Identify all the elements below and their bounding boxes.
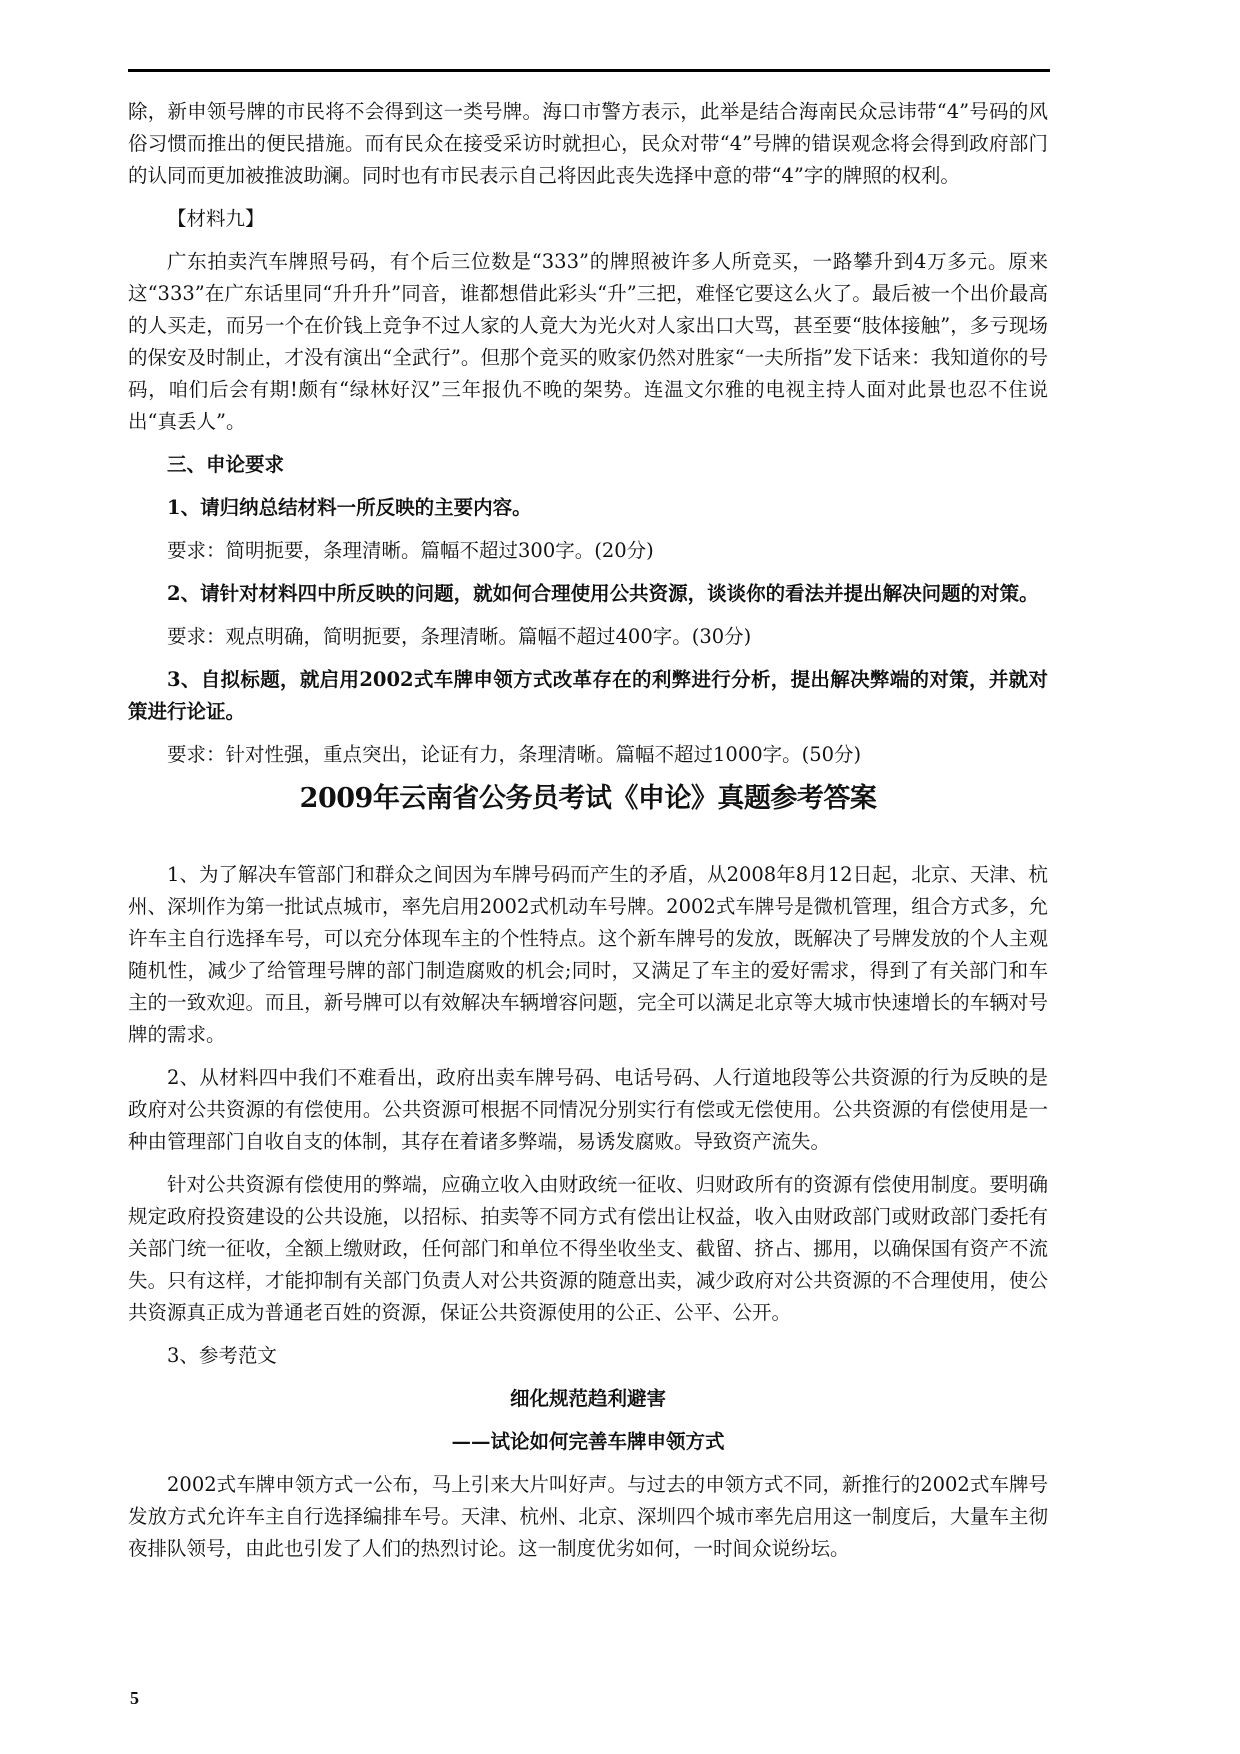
requirement-2: 要求：观点明确，简明扼要，条理清晰。篇幅不超过400字。(30分) [167, 625, 752, 648]
answer-title: 2009年云南省公务员考试《申论》真题参考答案 [299, 783, 877, 814]
material9-body: 广东拍卖汽车牌照号码，有个后三位数是“333”的牌照被许多人所竞买，一路攀升到4万多元。原来这“333”在广东话里同“升升升”同音，谁都想借此彩头“升”三把，难怪它要这么火了。最后被一个出价最高的人买走，而另一个在价钱上竞争不过人家的人竟大为光火对人家出口大骂，甚至要“肢体接触”，多亏现场的保安及时制止，才没有演出“全武行”。但那个竞买的败家仍然对胜家“一夫所指”发下话来：我知道你的号码，咱们后会有期!颇有“绿林好汉”三年报仇不晚的架势。连温文尔雅的电视主持人面对此景也忍不住说出“真丢人”。 [128, 250, 1048, 433]
essay-paragraph-1: 2002式车牌申领方式一公布，马上引来大片叫好声。与过去的申领方式不同，新推行的2002式车牌号发放方式允许车主自行选择编排车号。天津、杭州、北京、深圳四个城市率先启用这一制度后，大量车主彻夜排队领号，由此也引发了人们的热烈讨论。这一制度优劣如何，一时间众说纷坛。 [128, 1473, 1048, 1560]
essay-title: 细化规范趋利避害 [509, 1387, 666, 1410]
answer-2-continued: 针对公共资源有偿使用的弊端，应确立收入由财政统一征收、归财政所有的资源有偿使用制度。要明确规定政府投资建设的公共设施，以招标、拍卖等不同方式有偿出让权益，收入由财政部门或财政部门委托有关部门统一征收，全额上缴财政，任何部门和单位不得坐收坐支、截留、挤占、挪用，以确保国有资产不流失。只有这样，才能抑制有关部门负责人对公共资源的随意出卖，减少政府对公共资源的不合理使用，使公共资源真正成为普通老百姓的资源，保证公共资源使用的公正、公平、公开。 [128, 1173, 1048, 1324]
material9-heading: 【材料九】 [167, 207, 265, 230]
answer-2: 2、从材料四中我们不难看出，政府出卖车牌号码、电话号码、人行道地段等公共资源的行为反映的是政府对公共资源的有偿使用。公共资源可根据不同情况分别实行有偿或无偿使用。公共资源的有偿使用是一种由管理部门自收自支的体制，其存在着诸多弊端，易诱发腐败。导致资产流失。 [128, 1066, 1048, 1153]
material8-continuation: 除，新申领号牌的市民将不会得到这一类号牌。海口市警方表示，此举是结合海南民众忌讳带“4”号码的风俗习惯而推出的便民措施。而有民众在接受采访时就担心，民众对带“4”号牌的错误观念将会得到政府部门的认同而更加被推波助澜。同时也有市民表示自己将因此丧失选择中意的带“4”字的牌照的权利。 [128, 100, 1048, 187]
question-2: 2、请针对材料四中所反映的问题，就如何合理使用公共资源，谈谈你的看法并提出解决问题的对策。 [167, 582, 1039, 605]
essay-subtitle: ——试论如何完善车牌申领方式 [451, 1430, 725, 1453]
requirements-heading: 三、申论要求 [167, 453, 285, 476]
answer-3-label: 3、参考范文 [167, 1344, 277, 1367]
requirement-1: 要求：简明扼要，条理清晰。篇幅不超过300字。(20分) [167, 539, 654, 562]
question-1: 1、请归纳总结材料一所反映的主要内容。 [167, 496, 532, 519]
document-page [128, 96, 1048, 1565]
header-rule [128, 69, 1050, 72]
answer-1: 1、为了解决车管部门和群众之间因为车牌号码而产生的矛盾，从2008年8月12日起，北京、天津、杭州、深圳作为第一批试点城市，率先启用2002式机动车号牌。2002式车牌号是微机管理，组合方式多，允许车主自行选择车号，可以充分体现车主的个性特点。这个新车牌号的发放，既解决了号牌发放的个人主观随机性，减少了给管理号牌的部门制造腐败的机会;同时，又满足了车主的爱好需求，得到了有关部门和车主的一致欢迎。而且，新号牌可以有效解决车辆增容问题，完全可以满足北京等大城市快速增长的车辆对号牌的需求。 [128, 863, 1048, 1046]
requirement-3: 要求：针对性强，重点突出，论证有力，条理清晰。篇幅不超过1000字。(50分) [167, 743, 862, 766]
page-number: 5 [130, 1688, 139, 1708]
question-3: 3、自拟标题，就启用2002式车牌申领方式改革存在的利弊进行分析，提出解决弊端的对策，并就对策进行论证。 [128, 668, 1048, 723]
